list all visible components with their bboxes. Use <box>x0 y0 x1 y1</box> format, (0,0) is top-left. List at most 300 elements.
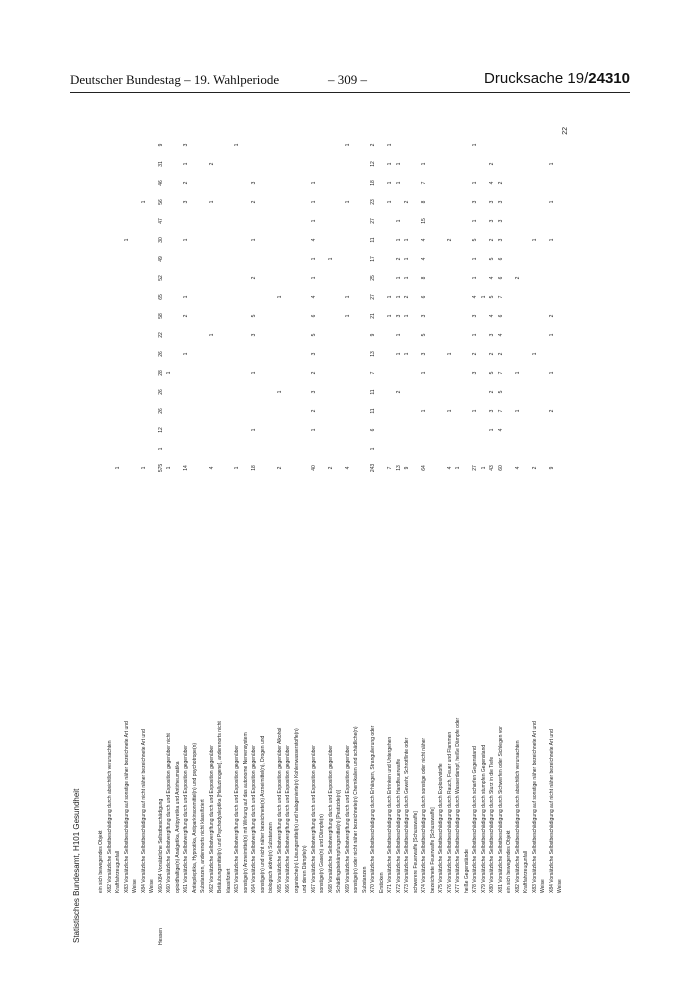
row-value: 2 <box>310 371 317 375</box>
row-value: 25 <box>370 275 376 281</box>
row-value: 2 <box>276 466 283 470</box>
row-value: 1 <box>548 162 555 166</box>
row-value: 3 <box>472 371 478 375</box>
row-value: 4 <box>497 333 504 337</box>
row-value: 3 <box>497 200 504 204</box>
row-value: 7 <box>497 409 504 413</box>
row-label: Substanzen <box>361 866 368 893</box>
row-label: Schädlingsbekämpfungsmittel(n) [Pestizide(n)] <box>336 789 342 893</box>
table-row <box>464 125 472 945</box>
table-row <box>472 125 480 945</box>
row-value: 1 <box>251 238 257 242</box>
row-value: 1 <box>276 390 283 394</box>
row-value: 1 <box>480 466 487 470</box>
row-value: 1 <box>395 238 402 242</box>
row-value: 1 <box>421 371 427 375</box>
row-value: 3 <box>489 333 495 337</box>
row-value: 1 <box>395 219 402 223</box>
row-value: 46 <box>157 180 164 186</box>
row-label: sonstige(n) oder nicht näher bezeichnete(n) Chemikalien und schädliche(n) <box>353 726 359 893</box>
row-value: 1 <box>166 371 172 375</box>
row-value: 5 <box>472 238 478 242</box>
row-value: 1 <box>387 295 393 299</box>
header-page-number: – 309 – <box>328 72 367 87</box>
table-row <box>124 125 132 945</box>
row-value: 9 <box>404 466 410 470</box>
row-label: X83 Vorsätzliche Selbstbeschädigung auf sonstige näher bezeichnete Art und <box>531 721 538 893</box>
table-row <box>515 125 523 945</box>
row-value: 1 <box>548 333 555 337</box>
row-value: 1 <box>395 276 402 280</box>
row-label: X67 Vorsätzliche Selbstvergiftung durch und Exposition gegenüber <box>310 745 317 893</box>
row-value: 7 <box>421 181 427 185</box>
row-value: 60 <box>497 465 504 471</box>
row-value: 23 <box>370 199 376 205</box>
row-value: 3 <box>497 238 504 242</box>
header-doc-prefix: Drucksache <box>484 70 568 87</box>
row-value: 7 <box>497 295 504 299</box>
row-label: X82 Vorsätzliche Selbstbeschädigung durch absichtlich verursachten <box>106 740 113 893</box>
row-value: 26 <box>157 389 164 395</box>
row-value: 11 <box>370 389 376 395</box>
table-row <box>430 125 438 945</box>
row-label: X72 Vorsätzliche Selbstbeschädigung durch Handfeuerwaffe <box>395 758 402 893</box>
row-value: 4 <box>421 238 427 242</box>
row-value: 2 <box>395 390 402 394</box>
row-value: 3 <box>472 314 478 318</box>
row-value: 2 <box>183 314 189 318</box>
row-value: 1 <box>310 428 317 432</box>
table-row <box>362 125 370 945</box>
row-value: 1 <box>387 162 393 166</box>
row-value: 6 <box>370 428 376 432</box>
row-label: Betäubungsmittel(n) und Psychodysleptika [Halluzinogene], anderenorts nicht <box>217 721 223 893</box>
row-value: 1 <box>310 200 317 204</box>
row-value: 1 <box>472 333 478 337</box>
row-value: 65 <box>157 294 164 300</box>
row-label: X60 Vorsätzliche Selbstvergiftung durch und Exposition gegenüber nicht <box>166 733 172 893</box>
row-label: X83 Vorsätzliche Selbstbeschädigung auf sonstige näher bezeichnete Art und <box>123 721 130 893</box>
row-value: 13 <box>370 351 376 357</box>
row-value: 4 <box>344 466 351 470</box>
row-value: 31 <box>157 161 164 167</box>
row-value: 6 <box>497 257 504 261</box>
row-value: 3 <box>421 352 427 356</box>
row-value: 26 <box>157 351 164 357</box>
row-label: Antiepileptika, Hypnotika, Antiparkinsonmittel(n) und psychotrope(n) <box>191 742 198 893</box>
row-label: schwerere Feuerwaffe [Schusswaffe] <box>412 811 419 893</box>
row-value: 6 <box>310 314 317 318</box>
row-value: 1 <box>344 200 351 204</box>
table-row <box>481 125 489 945</box>
row-label: ein sich bewegendes Objekt <box>506 830 512 893</box>
row-value: 1 <box>310 219 317 223</box>
row-value: 2 <box>446 238 453 242</box>
row-value: 1 <box>404 314 410 318</box>
table-row <box>260 125 268 945</box>
row-value: 2 <box>489 390 495 394</box>
row-value: 1 <box>421 162 427 166</box>
row-value: 8 <box>421 200 427 204</box>
table-row <box>489 125 497 945</box>
row-value: 1 <box>310 276 317 280</box>
row-value: 1 <box>344 143 351 147</box>
row-value: 4 <box>310 295 317 299</box>
row-value: 1 <box>327 257 334 261</box>
table-row <box>175 125 183 945</box>
row-value: 2 <box>514 276 521 280</box>
table-source: Statistisches Bundesamt, H101 Gesundheit <box>72 788 81 943</box>
row-value: 2 <box>531 466 538 470</box>
row-value: 1 <box>140 466 147 470</box>
table-row <box>506 125 514 945</box>
row-value: 9 <box>548 466 555 470</box>
row-value: 22 <box>157 332 164 338</box>
row-value: 5 <box>489 371 495 375</box>
row-value: 13 <box>395 465 402 471</box>
table-row <box>149 125 157 945</box>
row-label: X84 Vorsätzliche Selbstbeschädigung auf nicht näher bezeichnete Art und <box>548 729 555 893</box>
table-row <box>268 125 276 945</box>
table-row <box>200 125 208 945</box>
row-value: 1 <box>480 295 487 299</box>
row-value: 1 <box>183 295 189 299</box>
row-value: 1 <box>472 276 478 280</box>
row-value: 4 <box>472 295 478 299</box>
row-value: 4 <box>446 466 453 470</box>
table-row <box>336 125 344 945</box>
row-value: 1 <box>370 447 376 451</box>
row-value: 1 <box>234 143 240 147</box>
row-value: 2 <box>404 200 410 204</box>
row-label: Ersticken <box>378 872 385 893</box>
row-value: 2 <box>472 352 478 356</box>
row-value: 7 <box>497 371 504 375</box>
row-value: 3 <box>183 200 189 204</box>
table-row <box>328 125 336 945</box>
row-label: klassifiziert <box>225 868 232 893</box>
row-value: 1 <box>489 428 495 432</box>
table-row <box>379 125 387 945</box>
row-label: X62 Vorsätzliche Selbstvergiftung durch und Exposition gegenüber <box>208 745 215 893</box>
row-value: 21 <box>370 313 376 319</box>
table-row <box>192 125 200 945</box>
row-label: X66 Vorsätzliche Selbstvergiftung durch und Exposition gegenüber <box>285 745 291 893</box>
row-value: 1 <box>548 371 555 375</box>
row-value: 27 <box>370 294 376 300</box>
row-value: 2 <box>208 162 215 166</box>
row-label: X76 Vorsätzliche Selbstbeschädigung durch Rauch, Feuer und Flammen <box>446 731 453 893</box>
table-row <box>447 125 455 945</box>
row-value: 1 <box>395 333 402 337</box>
row-label: Weise <box>132 879 138 893</box>
row-value: 1 <box>472 143 478 147</box>
row-value: 2 <box>548 314 555 318</box>
row-value: 6 <box>421 295 427 299</box>
table-row <box>183 125 191 945</box>
row-value: 1 <box>115 466 121 470</box>
row-value: 2 <box>404 295 410 299</box>
row-value: 1 <box>251 371 257 375</box>
row-value: 1 <box>166 466 172 470</box>
row-label: X60-X84 Vorsätzliche Selbstbeschädigung <box>157 798 164 893</box>
row-value: 1 <box>123 238 130 242</box>
table-row <box>132 125 140 945</box>
row-label: organische(n) Lösungsmittel(n) und halogenierte(n) Kohlenwasserstoffe(n) <box>293 728 300 893</box>
row-value: 1 <box>140 200 147 204</box>
row-value: 1 <box>234 466 240 470</box>
row-value: 1 <box>531 352 538 356</box>
table-row <box>115 125 123 945</box>
row-value: 1 <box>395 352 402 356</box>
row-value: 11 <box>370 408 376 414</box>
row-value: 1 <box>395 162 402 166</box>
row-value: 2 <box>370 143 376 147</box>
row-label: Substanzen, anderenorts nicht klassifiziert <box>200 799 206 893</box>
row-value: 1 <box>455 466 461 470</box>
row-value: 27 <box>370 218 376 224</box>
row-label: X64 Vorsätzliche Selbstvergiftung durch und Exposition gegenüber <box>251 745 257 893</box>
row-value: 9 <box>370 333 376 337</box>
table-row <box>166 125 174 945</box>
row-value: 1 <box>344 314 351 318</box>
table-row <box>294 125 302 945</box>
row-value: 1 <box>183 238 189 242</box>
row-value: 1 <box>387 314 393 318</box>
table-row <box>319 125 327 945</box>
header-doc-number-bold: 24310 <box>588 70 630 87</box>
table-row <box>277 125 285 945</box>
row-value: 47 <box>157 218 164 224</box>
row-value: 12 <box>370 161 376 167</box>
row-value: 3 <box>421 314 427 318</box>
table-row <box>226 125 234 945</box>
row-label: biologisch aktive(n) Substanzen <box>268 822 274 893</box>
table-row <box>404 125 412 945</box>
table-row <box>455 125 463 945</box>
table-row <box>311 125 319 945</box>
row-value: 1 <box>404 276 410 280</box>
row-value: 1 <box>472 181 478 185</box>
row-label: X74 Vorsätzliche Selbstbeschädigung durch sonstige oder nicht näher <box>421 737 427 893</box>
row-value: 2 <box>251 200 257 204</box>
row-value: 5 <box>489 257 495 261</box>
row-value: 4 <box>489 181 495 185</box>
row-value: 58 <box>157 313 164 319</box>
row-value: 1 <box>514 409 521 413</box>
row-value: 43 <box>489 465 495 471</box>
row-value: 4 <box>514 466 521 470</box>
row-value: 26 <box>157 408 164 414</box>
row-value: 1 <box>404 352 410 356</box>
table-row <box>107 125 115 945</box>
row-value: 1 <box>446 352 453 356</box>
row-label: X80 Vorsätzliche Selbstbeschädigung durch Sturz in die Tiefe <box>489 756 495 893</box>
row-label: Weise <box>149 879 155 893</box>
row-value: 1 <box>276 295 283 299</box>
table-row <box>302 125 310 945</box>
row-label: X70 Vorsätzliche Selbstbeschädigung durch Erhängen, Strangulierung oder <box>370 725 376 893</box>
table-row <box>557 125 565 945</box>
row-label: heiße Gegenstände <box>463 849 470 893</box>
table-row <box>549 125 557 945</box>
row-value: 56 <box>157 199 164 205</box>
row-label: Weise <box>540 879 546 893</box>
row-value: 1 <box>183 352 189 356</box>
row-value: 2 <box>489 238 495 242</box>
table-row <box>387 125 395 945</box>
row-value: 15 <box>421 218 427 224</box>
row-value: 1 <box>404 257 410 261</box>
row-value: 1 <box>310 257 317 261</box>
table-row <box>396 125 404 945</box>
row-value: 12 <box>157 427 164 433</box>
header-doc-number-plain: 19/ <box>567 70 589 87</box>
row-value: 4 <box>497 428 504 432</box>
row-label: X71 Vorsätzliche Selbstbeschädigung durch Ertrinken und Untergehen <box>387 736 393 893</box>
row-value: 1 <box>395 295 402 299</box>
row-value: 9 <box>157 143 164 147</box>
row-label: X69 Vorsätzliche Selbstvergiftung durch und Exposition gegenüber <box>344 745 351 893</box>
row-value: 5 <box>421 333 427 337</box>
row-value: 243 <box>370 463 376 473</box>
table-row <box>413 125 421 945</box>
row-value: 7 <box>387 466 393 470</box>
table-row <box>98 125 106 945</box>
row-value: 2 <box>327 466 334 470</box>
row-value: 7 <box>370 371 376 375</box>
table-row <box>243 125 251 945</box>
row-value: 11 <box>370 237 376 243</box>
row-value: 3 <box>310 352 317 356</box>
table-row <box>421 125 429 945</box>
row-value: 4 <box>489 276 495 280</box>
row-value: 1 <box>421 409 427 413</box>
row-value: 1 <box>472 409 478 413</box>
row-label: X68 Vorsätzliche Selbstvergiftung durch und Exposition gegenüber <box>327 745 334 893</box>
row-value: 27 <box>472 465 478 471</box>
row-label: X78 Vorsätzliche Selbstbeschädigung durch scharfen Gegenstand <box>472 746 478 893</box>
table-row <box>438 125 446 945</box>
row-label: X75 Vorsätzliche Selbstbeschädigung durch Explosivstoffe <box>438 763 444 893</box>
row-label: sonstige(n) und nicht näher bezeichnete(n) Arzneimittel(n), Drogen und <box>259 735 266 893</box>
row-value: 30 <box>157 237 164 243</box>
row-value: 1 <box>387 200 393 204</box>
row-label: X65 Vorsätzliche Selbstvergiftung durch und Exposition gegenüber Alkohol <box>276 727 283 893</box>
table-row <box>370 125 378 945</box>
row-value: 575 <box>157 463 164 473</box>
row-value: 6 <box>497 276 504 280</box>
row-value: 1 <box>395 181 402 185</box>
table-row <box>540 125 548 945</box>
row-value: 2 <box>497 352 504 356</box>
table-row <box>217 125 225 945</box>
rotated-table-page <box>70 125 610 945</box>
row-label: X82 Vorsätzliche Selbstbeschädigung durch absichtlich verursachten <box>514 740 521 893</box>
table-row <box>234 125 242 945</box>
row-value: 3 <box>183 143 189 147</box>
row-value: 1 <box>387 143 393 147</box>
row-value: 18 <box>370 180 376 186</box>
row-value: 3 <box>251 181 257 185</box>
row-label: X63 Vorsätzliche Selbstvergiftung durch und Exposition gegenüber <box>234 745 240 893</box>
row-value: 2 <box>548 409 555 413</box>
row-value: 3 <box>489 200 495 204</box>
row-label: opioidhaltige(n) Analgetika, Antipyretika und Antirheumatika <box>174 761 181 893</box>
row-value: 5 <box>310 333 317 337</box>
row-value: 4 <box>421 257 427 261</box>
row-value: 52 <box>157 275 164 281</box>
table-row <box>158 125 166 945</box>
row-value: 1 <box>548 200 555 204</box>
row-value: 17 <box>370 256 376 262</box>
row-value: 1 <box>514 371 521 375</box>
row-label: X73 Vorsätzliche Selbstbeschädigung durch Gewehr, Schrotflinte oder <box>404 737 410 893</box>
row-value: 1 <box>157 447 164 451</box>
row-value: 4 <box>208 466 215 470</box>
row-value: 1 <box>387 181 393 185</box>
row-value: 3 <box>489 219 495 223</box>
row-value: 1 <box>472 257 478 261</box>
row-value: 1 <box>531 238 538 242</box>
row-value: 14 <box>183 465 189 471</box>
row-value: 1 <box>251 428 257 432</box>
table-row <box>532 125 540 945</box>
row-label: sonstige(n) Arzneimittel(n) mit Wirkung auf das autonome Nervensystem <box>242 732 249 893</box>
table-row <box>209 125 217 945</box>
row-value: 3 <box>251 333 257 337</box>
row-value: 2 <box>395 257 402 261</box>
table-row <box>498 125 506 945</box>
row-value: 6 <box>497 314 504 318</box>
row-value: 4 <box>489 314 495 318</box>
row-label: Kraftfahrzeugunfall <box>115 851 121 893</box>
row-value: 18 <box>251 465 257 471</box>
rotated-page-number: 22 <box>562 127 569 135</box>
row-label: Weise <box>557 879 563 893</box>
row-label: X79 Vorsätzliche Selbstbeschädigung durch stumpfen Gegenstand <box>480 744 487 893</box>
row-value: 3 <box>497 219 504 223</box>
table-row <box>523 125 531 945</box>
row-label: X84 Vorsätzliche Selbstbeschädigung auf nicht näher bezeichnete Art und <box>140 729 147 893</box>
row-value: 1 <box>344 295 351 299</box>
row-value: 2 <box>489 162 495 166</box>
row-value: 1 <box>446 409 453 413</box>
row-value: 4 <box>310 238 317 242</box>
row-value: 5 <box>489 295 495 299</box>
row-label: X61 Vorsätzliche Selbstvergiftung durch und Exposition gegenüber <box>183 745 189 893</box>
row-value: 2 <box>183 181 189 185</box>
row-value: 64 <box>421 465 427 471</box>
row-value: 1 <box>208 333 215 337</box>
row-value: 1 <box>310 181 317 185</box>
row-value: 1 <box>183 162 189 166</box>
row-label: X81 Vorsätzliche Selbstbeschädigung durch Sichwerfen oder Sichlegen vor <box>497 726 504 893</box>
table-row <box>251 125 259 945</box>
table-row <box>141 125 149 945</box>
row-value: 2 <box>497 181 504 185</box>
row-value: 49 <box>157 256 164 262</box>
row-value: 3 <box>489 409 495 413</box>
row-state: Hessen <box>157 928 164 945</box>
row-value: 5 <box>251 314 257 318</box>
row-value: 3 <box>310 390 317 394</box>
table-row <box>345 125 353 945</box>
row-label: sonstige(n) Gase(n) und Dämpfe(n) <box>319 814 325 893</box>
row-value: 3 <box>472 200 478 204</box>
row-value: 2 <box>310 409 317 413</box>
row-value: 8 <box>421 276 427 280</box>
